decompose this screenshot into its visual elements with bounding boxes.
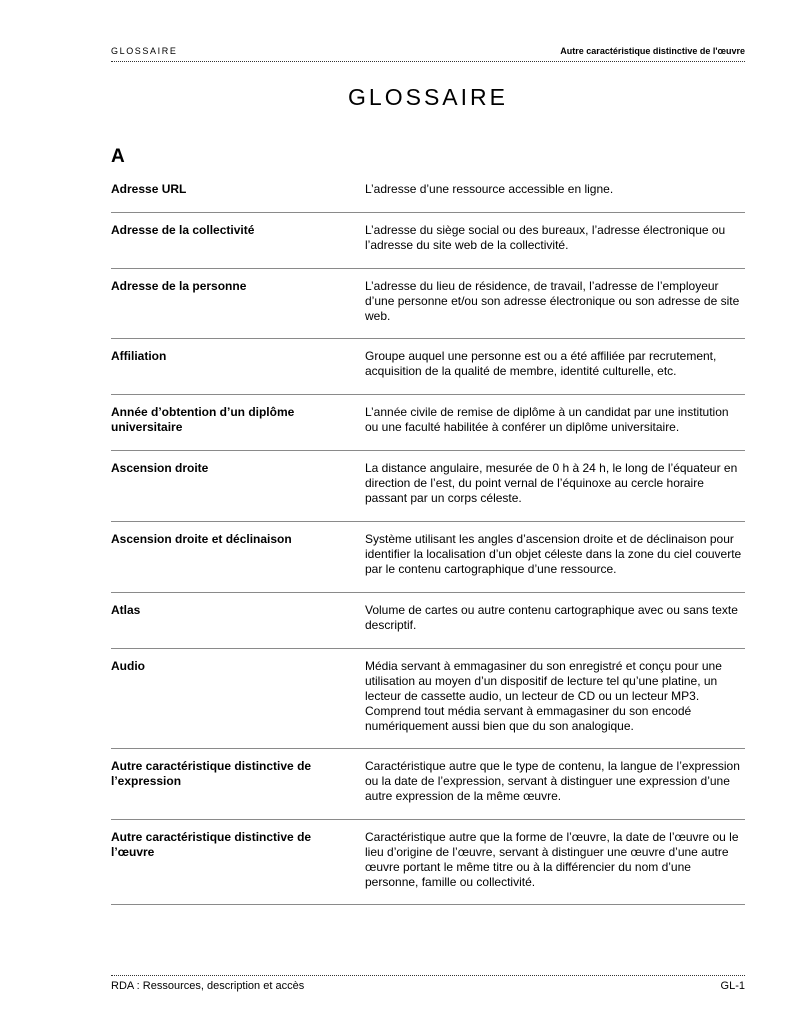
glossary-entry	[111, 593, 745, 649]
glossary-definition: Média servant à emmagasiner du son enregistré et conçu pour une utilisation au moyen d’un dispositif de lecture tel qu’une platine, un lecteur de cassette audio, un lecteur de CD ou un lecteur MP3. Comprend tout média servant à emmagasiner du son encodé numériquement aussi bien que du son analogique.	[365, 659, 722, 733]
glossary-term: Adresse de la personne	[111, 279, 247, 293]
glossary-entry	[111, 172, 745, 213]
page-title: GLOSSAIRE	[348, 84, 508, 110]
glossary-term: Adresse de la collectivité	[111, 223, 255, 237]
glossary-term: Autre caractéristique distinctive de l’expression	[111, 759, 312, 788]
glossary-entry	[111, 649, 745, 749]
header-section-label: GLOSSAIRE	[111, 46, 178, 56]
glossary-entry	[111, 749, 745, 820]
footer-publication-title: RDA : Ressources, description et accès	[111, 980, 305, 992]
glossary-definition: L’adresse d’une ressource accessible en ligne.	[365, 182, 614, 196]
header-divider	[111, 61, 745, 62]
glossary-term: Année d’obtention d’un diplôme universitaire	[111, 405, 295, 434]
glossary-definition: Caractéristique autre que la forme de l’œuvre, la date de l’œuvre ou le lieu d’origine de l’œuvre, servant à distinguer une œuvre d’une autre œuvre portant le même titre ou à la différencier du nom d’une personne, famille ou collectivité.	[365, 830, 739, 889]
footer-divider	[111, 975, 745, 976]
header-running-title: Autre caractéristique distinctive de l'œuvre	[560, 46, 745, 56]
document-page	[111, 0, 745, 1024]
glossary-entry	[111, 522, 745, 593]
glossary-entry	[111, 213, 745, 269]
glossary-entry	[111, 269, 745, 339]
glossary-definition: La distance angulaire, mesurée de 0 h à 24 h, le long de l’équateur en direction de l’est, du point vernal de l’équinoxe au cercle horaire passant par un corps céleste.	[365, 461, 738, 505]
glossary-definition: L’année civile de remise de diplôme à un candidat par une institution ou une faculté habilitée à conférer un diplôme universitaire.	[365, 405, 729, 434]
glossary-definition: Caractéristique autre que le type de contenu, la langue de l’expression ou la date de l’expression, servant à distinguer une expression d’une autre expression de la même œuvre.	[365, 759, 740, 803]
glossary-term: Audio	[111, 659, 145, 673]
glossary-term: Autre caractéristique distinctive de l’œuvre	[111, 830, 312, 859]
glossary-entry	[111, 395, 745, 451]
glossary-term: Ascension droite et déclinaison	[111, 532, 292, 546]
section-letter: A	[111, 146, 125, 167]
running-header	[111, 46, 745, 60]
glossary-term: Affiliation	[111, 349, 167, 363]
glossary-definition: L’adresse du siège social ou des bureaux, l’adresse électronique ou l’adresse du site web de la collectivité.	[365, 223, 726, 252]
glossary-entry	[111, 451, 745, 522]
glossary-term: Atlas	[111, 603, 141, 617]
glossary-list	[111, 172, 745, 905]
glossary-entry	[111, 820, 745, 905]
glossary-definition: Système utilisant les angles d’ascension droite et de déclinaison pour identifier la localisation d’un objet céleste dans la zone du ciel couverte par le contenu cartographique d’une ressource.	[365, 532, 742, 576]
glossary-term: Ascension droite	[111, 461, 209, 475]
glossary-definition: Groupe auquel une personne est ou a été affiliée par recrutement, acquisition de la qualité de membre, identité culturelle, etc.	[365, 349, 717, 378]
page-number: GL-1	[720, 980, 745, 992]
glossary-term: Adresse URL	[111, 182, 187, 196]
glossary-definition: L’adresse du lieu de résidence, de travail, l’adresse de l’employeur d’une personne et/ou son adresse électronique ou son adresse de site web.	[365, 279, 740, 323]
glossary-entry	[111, 339, 745, 395]
glossary-definition: Volume de cartes ou autre contenu cartographique avec ou sans texte descriptif.	[365, 603, 738, 632]
